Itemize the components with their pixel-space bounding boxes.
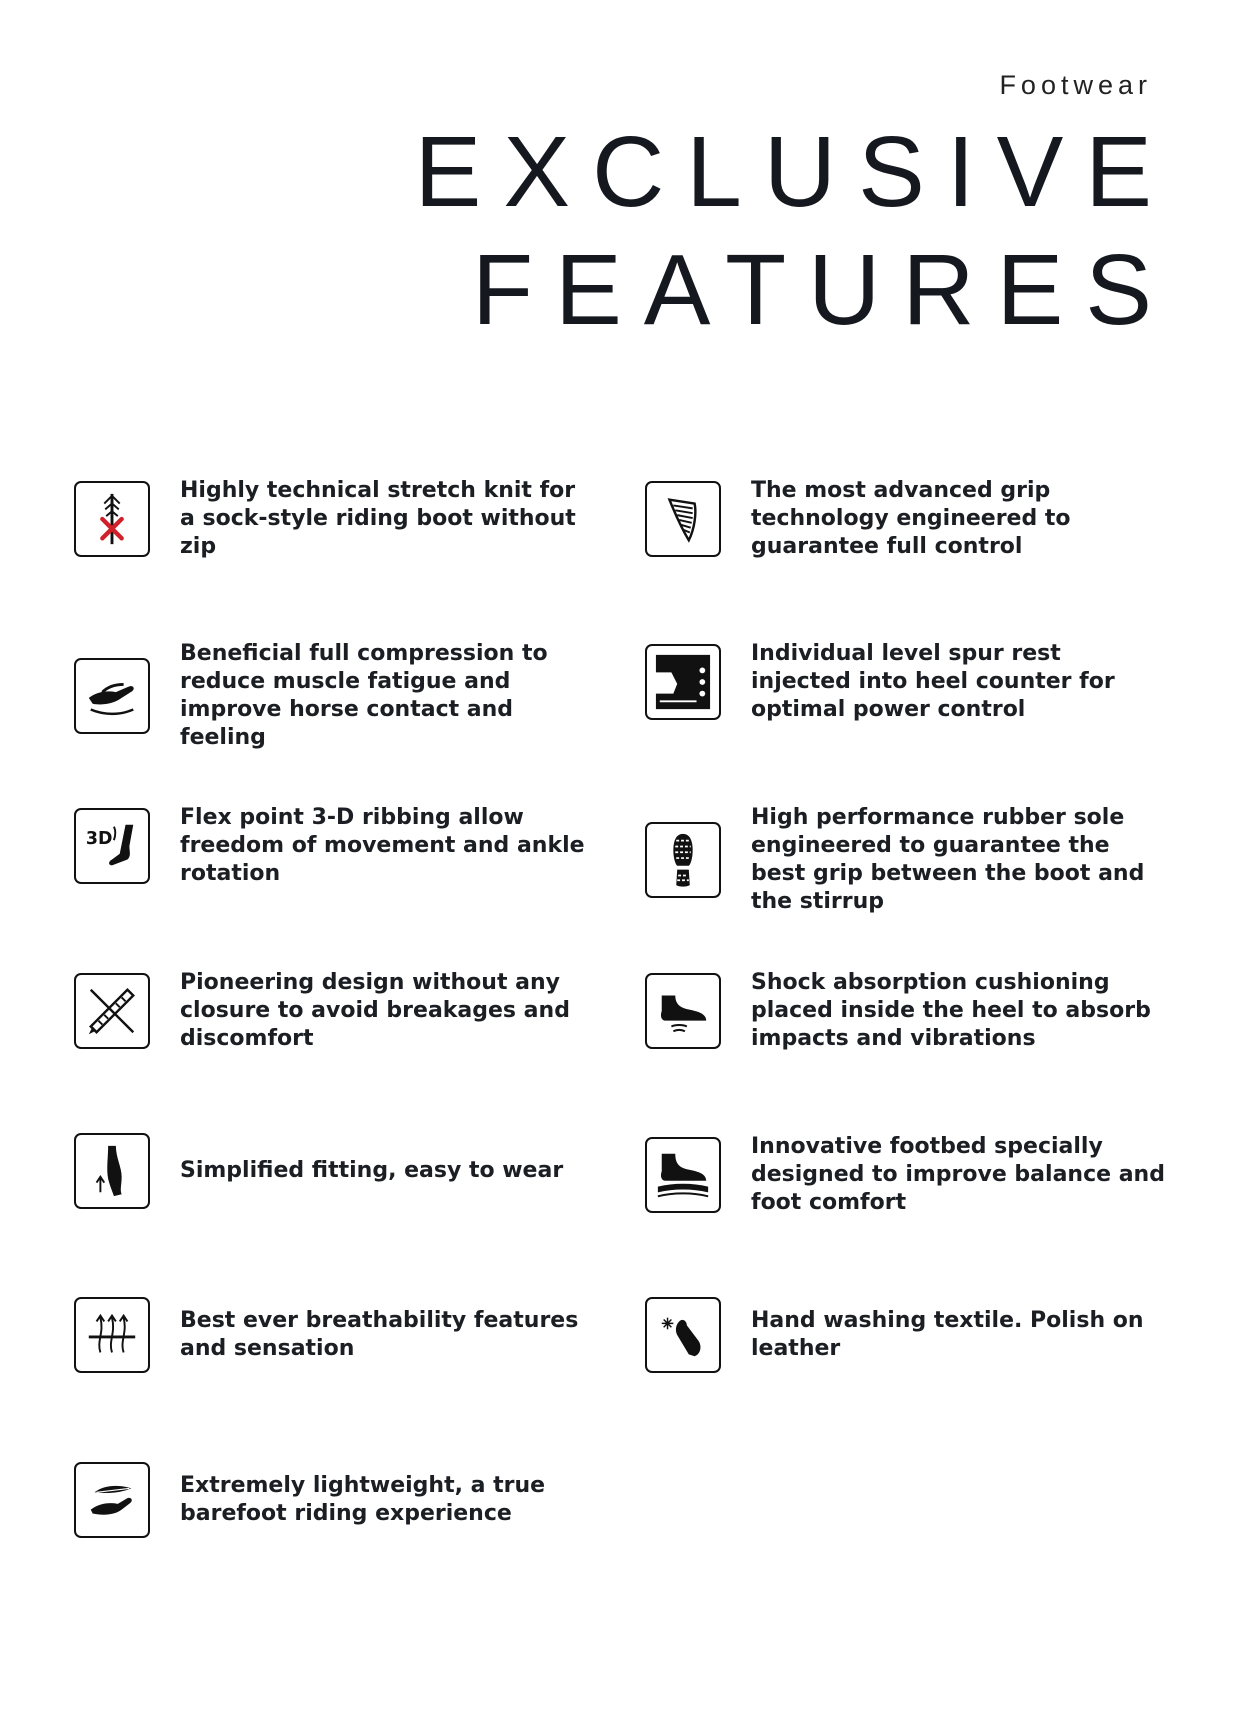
category-label: Footwear bbox=[999, 70, 1152, 100]
feature-item bbox=[645, 1133, 1165, 1217]
leg-fitting-icon bbox=[74, 1133, 150, 1209]
feature-item bbox=[74, 969, 594, 1053]
rubber-sole-icon bbox=[645, 822, 721, 898]
feature-text: Innovative footbed specially designed to improve balance and foot comfort bbox=[751, 1134, 1165, 1215]
page-title-line-1: EXCLUSIVE bbox=[414, 116, 1174, 228]
no-zip-icon bbox=[74, 481, 150, 557]
spur-rest-heel-icon bbox=[645, 644, 721, 720]
feature-text: High performance rubber sole engineered to guarantee the best grip between the boot and the stirrup bbox=[751, 805, 1145, 914]
lightweight-feather-icon bbox=[74, 1462, 150, 1538]
feature-item bbox=[74, 477, 594, 561]
feature-text: Best ever breathability features and sensation bbox=[180, 1308, 579, 1361]
3d-ankle-icon bbox=[74, 808, 150, 884]
feature-text: Simplified fitting, easy to wear bbox=[180, 1158, 564, 1183]
feature-text: Flex point 3-D ribbing allow freedom of movement and ankle rotation bbox=[180, 805, 585, 886]
feature-text: Highly technical stretch knit for a sock-style riding boot without zip bbox=[180, 478, 576, 559]
page-header bbox=[414, 70, 1174, 349]
feature-text: Individual level spur rest injected into heel counter for optimal power control bbox=[751, 641, 1115, 722]
feature-text: The most advanced grip technology engineered to guarantee full control bbox=[751, 478, 1071, 559]
feature-item bbox=[645, 969, 1165, 1053]
svg-text:3D: 3D bbox=[85, 829, 113, 850]
feature-item bbox=[645, 1297, 1165, 1373]
compression-hand-icon bbox=[74, 658, 150, 734]
shock-absorption-foot-icon bbox=[645, 973, 721, 1049]
feature-item bbox=[645, 640, 1165, 724]
hand-washing-icon bbox=[645, 1297, 721, 1373]
feature-item bbox=[74, 1297, 594, 1373]
feature-text: Hand washing textile. Polish on leather bbox=[751, 1308, 1144, 1361]
footbed-icon bbox=[645, 1137, 721, 1213]
feature-item bbox=[74, 804, 594, 888]
feature-item bbox=[74, 1462, 594, 1538]
feature-text: Extremely lightweight, a true barefoot riding experience bbox=[180, 1473, 546, 1526]
breathability-icon bbox=[74, 1297, 150, 1373]
feature-item bbox=[645, 477, 1165, 561]
page-title-line-2: FEATURES bbox=[472, 234, 1174, 346]
feature-text: Shock absorption cushioning placed inside the heel to absorb impacts and vibrations bbox=[751, 970, 1151, 1051]
feature-item bbox=[74, 1133, 594, 1209]
design-tools-icon bbox=[74, 973, 150, 1049]
feature-item bbox=[74, 640, 594, 752]
feature-text: Beneficial full compression to reduce muscle fatigue and improve horse contact and feeling bbox=[180, 641, 548, 750]
feature-text: Pioneering design without any closure to avoid breakages and discomfort bbox=[180, 970, 570, 1051]
grip-panel-icon bbox=[645, 481, 721, 557]
feature-item bbox=[645, 804, 1165, 916]
